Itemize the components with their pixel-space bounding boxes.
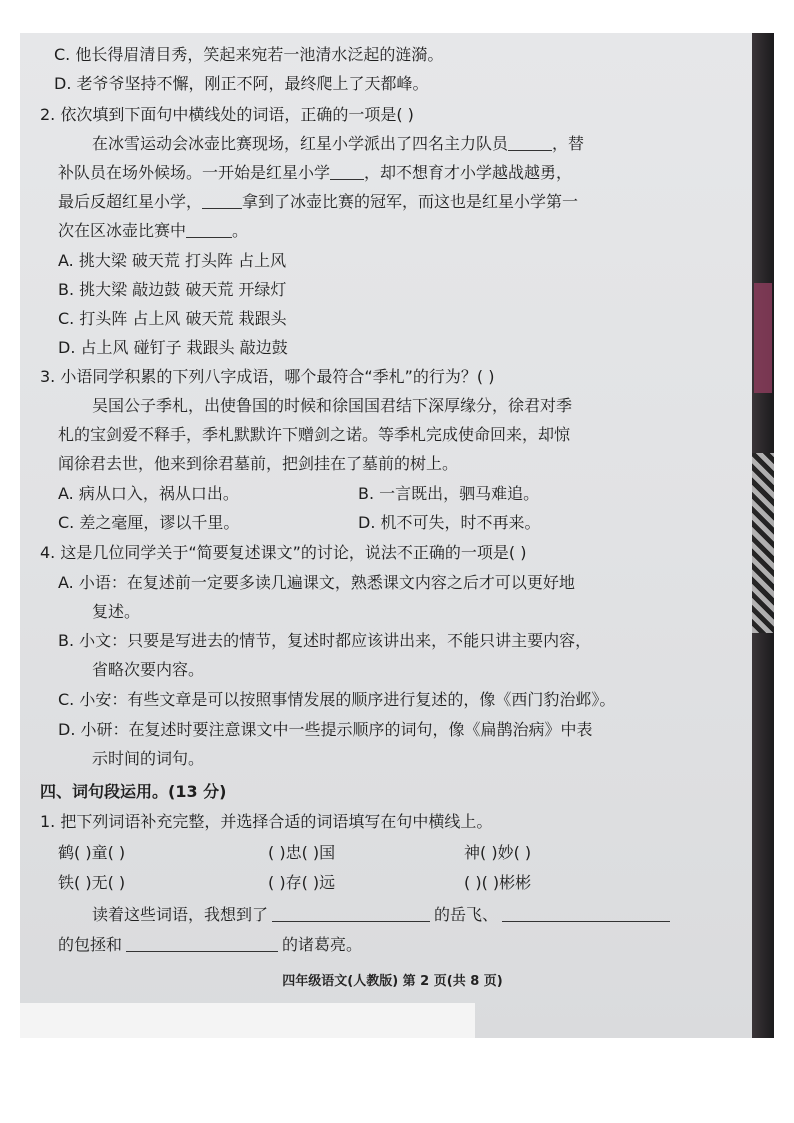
q2-option-a: A. 挑大梁 破天荒 打头阵 占上风 [58,251,287,270]
q4-stem: 4. 这是几位同学关于“简要复述课文”的讨论，说法不正确的一项是( ) [40,543,527,562]
blank[interactable] [186,219,232,238]
fill-line1: 读着这些词语，我想到了 的岳飞、 [92,901,670,929]
white-card-overlay [20,1003,475,1038]
q4-option-b-cont: 省略次要内容。 [92,660,205,679]
q2-option-b: B. 挑大梁 敲边鼓 破天荒 开绿灯 [58,280,287,299]
q3-option-b: B. 一言既出，驷马难追。 [358,484,540,503]
q3-passage-line3: 闻徐君去世，他来到徐君墓前，把剑挂在了墓前的树上。 [58,454,459,473]
q4-option-b: B. 小文：只要是写进去的情节，复述时都应该讲出来，不能只讲主要内容， [58,631,592,650]
q1-option-c: C. 他长得眉清目秀，笑起来宛若一池清水泛起的涟漪。 [54,45,444,64]
q3-option-d: D. 机不可失，时不再来。 [358,513,541,532]
q3-passage-line2: 札的宝剑爱不释手，季札默默许下赠剑之诺。等季札完成使命回来，却惊 [58,425,571,444]
q2-stem: 2. 依次填到下面句中横线处的词语，正确的一项是( ) [40,105,414,124]
dark-edge [752,33,774,1038]
q3-option-a: A. 病从口入，祸从口出。 [58,484,239,503]
blank[interactable] [330,161,364,180]
fill-blank-3[interactable] [126,933,278,952]
q3-option-c: C. 差之毫厘，谬以千里。 [58,513,240,532]
q3-passage-line1: 吴国公子季札，出使鲁国的时候和徐国国君结下深厚缘分，徐君对季 [92,396,573,415]
fill-blank-1[interactable] [272,903,430,922]
fill-line2: 的包拯和 的诸葛亮。 [58,935,363,954]
page-footer: 四年级语文(人教版) 第 2 页(共 8 页) [282,974,503,989]
section4-q1-stem: 1. 把下列词语补充完整，并选择合适的词语填写在句中横线上。 [40,812,493,831]
idiom-row1-a: 鹤( )童( ) [58,843,126,862]
q4-option-a: A. 小语：在复述前一定要多读几遍课文，熟悉课文内容之后才可以更好地 [58,573,575,592]
q1-option-d: D. 老爷爷坚持不懈，刚正不阿，最终爬上了天都峰。 [54,74,429,93]
fill-blank-2[interactable] [502,903,670,922]
idiom-row1-c: 神( )妙( ) [464,843,532,862]
section4-title: 四、词句段运用。(13 分) [40,782,227,801]
q4-option-a-cont: 复述。 [92,602,141,621]
q4-option-d: D. 小研：在复述时要注意课文中一些提示顺序的词句，像《扁鹊治病》中表 [58,720,593,739]
idiom-row2-a: 铁( )无( ) [58,873,126,892]
q2-passage-line3: 最后反超红星小学， 拿到了冰壶比赛的冠军，而这也是红星小学第一 [58,192,579,211]
idiom-row1-b: ( )忠( )国 [268,843,336,862]
q4-option-d-cont: 示时间的词句。 [92,749,205,768]
q2-option-c: C. 打头阵 占上风 破天荒 栽跟头 [58,309,287,328]
q3-stem: 3. 小语同学积累的下列八字成语，哪个最符合“季札”的行为？( ) [40,367,495,386]
q4-option-c: C. 小安：有些文章是可以按照事情发展的顺序进行复述的，像《西门豹治邺》。 [58,690,616,709]
q2-passage-line2: 补队员在场外候场。一开始是红星小学 ，却不想育才小学越战越勇， [58,163,573,182]
blank[interactable] [508,132,552,151]
q2-option-d: D. 占上风 碰钉子 栽跟头 敲边鼓 [58,338,288,357]
idiom-row2-b: ( )存( )远 [268,873,336,892]
blank[interactable] [202,190,242,209]
q2-passage-line1: 在冰雪运动会冰壶比赛现场，红星小学派出了四名主力队员 ，替 [92,134,585,153]
q2-passage-line4: 次在区冰壶比赛中 。 [58,221,249,240]
idiom-row2-c: ( )( )彬彬 [464,873,532,892]
